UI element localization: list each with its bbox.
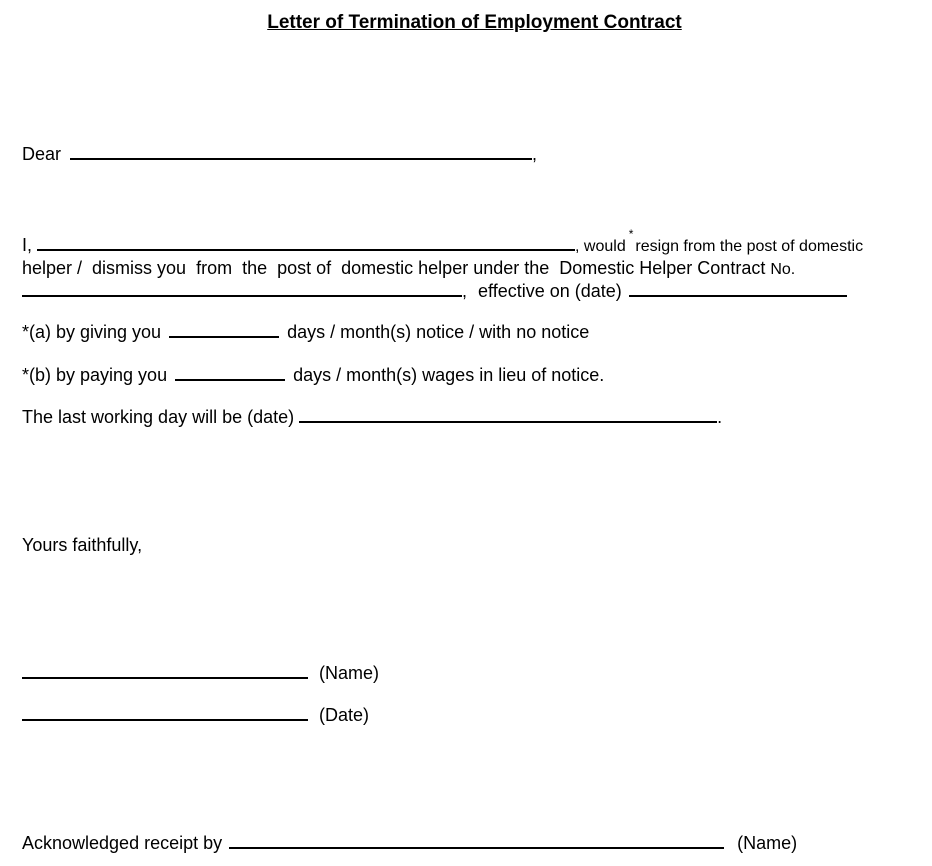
option-b-prefix: *(b) by paying you bbox=[22, 365, 168, 385]
last-day-date-field[interactable] bbox=[299, 420, 717, 423]
effective-label: effective on (date) bbox=[478, 281, 622, 301]
employer-name-field[interactable] bbox=[37, 248, 575, 251]
would-text: , would bbox=[575, 238, 626, 255]
signature-date-line bbox=[22, 705, 369, 726]
i-prefix: I, bbox=[22, 235, 33, 255]
name-label: (Name) bbox=[319, 663, 380, 683]
last-day-line bbox=[22, 407, 722, 428]
salutation-line bbox=[22, 144, 537, 165]
option-a-suffix: days / month(s) notice / with no notice bbox=[287, 322, 590, 342]
option-a-line bbox=[22, 322, 589, 343]
signature-name-line bbox=[22, 663, 379, 684]
signature-date-field[interactable] bbox=[22, 718, 308, 721]
paragraph1-line3 bbox=[22, 281, 847, 302]
date-label: (Date) bbox=[319, 705, 370, 725]
acknowledgement-name-label: (Name) bbox=[737, 833, 798, 853]
dismiss-text: helper / dismiss you from the post of domestic helper under the Domestic Helper Contract bbox=[22, 258, 766, 278]
option-b-suffix: days / month(s) wages in lieu of notice. bbox=[293, 365, 605, 385]
salutation-comma: , bbox=[532, 144, 538, 164]
effective-date-field[interactable] bbox=[629, 294, 847, 297]
paragraph1-line1 bbox=[22, 227, 864, 256]
salutation-prefix: Dear bbox=[22, 144, 62, 164]
contract-number-field[interactable] bbox=[22, 294, 462, 297]
notice-period-field[interactable] bbox=[169, 335, 279, 338]
option-b-line bbox=[22, 365, 604, 386]
closing-text: Yours faithfully, bbox=[22, 535, 143, 555]
acknowledgement-name-field[interactable] bbox=[229, 846, 724, 849]
acknowledgement-line bbox=[22, 833, 797, 854]
paragraph1-line2 bbox=[22, 258, 795, 279]
last-day-prefix: The last working day will be (date) bbox=[22, 407, 295, 427]
recipient-name-field[interactable] bbox=[70, 157, 532, 160]
signature-name-field[interactable] bbox=[22, 676, 308, 679]
contract-no-label: No. bbox=[770, 261, 796, 278]
resign-text: resign from the post of domestic bbox=[635, 238, 864, 255]
comma: , bbox=[462, 281, 468, 301]
acknowledgement-prefix: Acknowledged receipt by bbox=[22, 833, 223, 853]
last-day-period: . bbox=[717, 407, 723, 427]
option-a-prefix: *(a) by giving you bbox=[22, 322, 162, 342]
page-title: Letter of Termination of Employment Contract bbox=[267, 12, 682, 33]
asterisk-note: * bbox=[628, 227, 634, 241]
wages-period-field[interactable] bbox=[175, 378, 285, 381]
